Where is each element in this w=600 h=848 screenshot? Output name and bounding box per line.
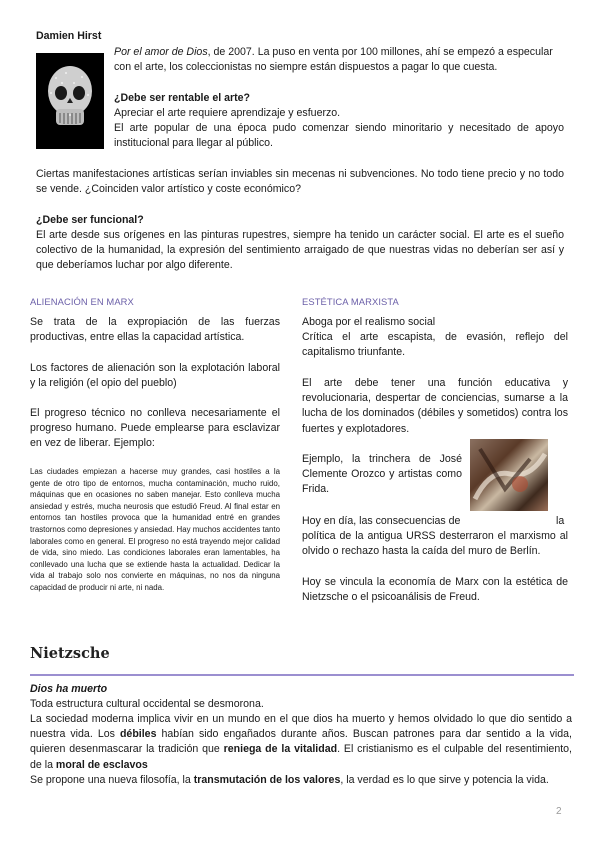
alienacion-example: Las ciudades empiezan a hacerse muy grandes, casi hostiles a la gente de otro tipo de entornos, mucha contaminación, mucho ruido, máquinas que en ocasiones no saben manejar. Esto conlleva mucha ansiedad y estrés, mucha neurosis que estudió Freud. Al final estar en entornos tan hostiles provoca que la humanidad entré en grandes trastornos como depresiones y ansiedad. Hay muchos accidentes tanto laborales como en general. El progreso no está trayendo mejor calidad de vida, sino miedo. Las condiciones laborales eran lamentables, ha conllevado una lucha que se extiende hasta la actualidad. Dedicar la vida al trabajo solo nos convierte en máquinas, no nos da ninguna capacidad de producir ni arte, ni nada. xyxy=(30,467,281,592)
funcional-paragraph: El arte desde sus orígenes en las pinturas rupestres, siempre ha tenido un carácter social. El arte es el sueño colectivo de la humanidad, la expresión del sentimiento arraigado de que nuestras vidas no deberían ser así y que deberíamos luchar por algo diferente. xyxy=(36,229,564,272)
orozco-mural-image xyxy=(470,439,548,511)
estetica-p5: Hoy se vincula la economía de Marx con la estética de Nietzsche o el psicoanálisis de Freud. xyxy=(302,576,568,604)
section-divider xyxy=(30,674,574,676)
estetica-p2: El arte debe tener una función educativa y revolucionaria, despertar de conciencias, sumarse a la lucha de los dominados (débiles y sometidos) contra los fuertes y explotadores. xyxy=(302,377,568,435)
mural-painting-icon xyxy=(470,439,548,511)
estetica-p4-c: política de la antigua URSS desterraron el marxismo al olvido o rechazo hasta la caída del muro de Berlín. xyxy=(302,530,568,558)
estetica-line-1: Aboga por el realismo social xyxy=(302,316,436,328)
nietzsche-text-l3a: Se propone una nueva filosofía, la xyxy=(30,774,194,786)
artwork-title: Por el amor de Dios xyxy=(114,46,208,58)
alienacion-p2: Los factores de alienación son la explotación laboral y la religión (el opio del pueblo) xyxy=(30,362,280,390)
artist-name: Damien Hirst xyxy=(36,30,102,42)
nietzsche-bold-moral: moral de esclavos xyxy=(55,758,148,771)
nietzsche-bold-vitalidad: reniega de la vitalidad xyxy=(223,743,338,756)
page-number: 2 xyxy=(556,806,562,817)
heading-estetica: ESTÉTICA MARXISTA xyxy=(302,296,399,307)
intro-text: , de 2007. La puso en venta por 100 millones, ahí se empezó a especular con el arte, los coleccionistas no siempre están dispuestos a pagar lo que cuesta. xyxy=(114,46,553,74)
estetica-p4-a: Hoy en día, las consecuencias de xyxy=(302,515,461,527)
intro-paragraph xyxy=(114,45,562,75)
skull-artwork-image xyxy=(36,53,104,149)
nietzsche-last-line xyxy=(30,773,572,788)
rentable-line-2: El arte popular de una época pudo comenzar siendo minoritario y necesitado de apoyo institucional para llegar al público. xyxy=(114,122,564,150)
diamond-skull-icon xyxy=(36,53,104,149)
nietzsche-bold-transmutacion: transmutación de los valores xyxy=(193,774,341,786)
nietzsche-text-l3c: , la verdad es lo que sirve y potencia la vida. xyxy=(340,774,549,786)
nietzsche-text-a: La sociedad moderna implica vivir en un mundo en el que dios ha muerto y hemos olvidado lo que dio sentido a nuestra vida. Los xyxy=(30,713,572,741)
nietzsche-line-1: Toda estructura cultural occidental se desmorona. xyxy=(30,698,264,710)
estetica-line-2: Crítica el arte escapista, de evasión, reflejo del capitalismo triunfante. xyxy=(302,331,568,359)
heading-alienacion: ALIENACIÓN EN MARX xyxy=(30,296,134,307)
nietzsche-paragraph xyxy=(30,712,572,773)
nietzsche-subtitle: Dios ha muerto xyxy=(30,683,108,695)
heading-nietzsche: Nietzsche xyxy=(30,645,110,662)
nietzsche-bold-debiles: débiles xyxy=(119,728,157,741)
question-rentable: ¿Debe ser rentable el arte? xyxy=(114,92,251,104)
nietzsche-text-e: . El cristianismo es el culpable del resentimiento, de la xyxy=(30,743,572,771)
question-funcional: ¿Debe ser funcional? xyxy=(36,214,144,226)
alienacion-p3: El progreso técnico no conlleva necesariamente el progreso humano. Puede emplearse para esclavizar en vez de liberar. Ejemplo: xyxy=(30,407,280,450)
patronage-paragraph: Ciertas manifestaciones artísticas serían inviables sin mecenas ni subvenciones. No todo tiene precio y no todo se vende. ¿Coinciden valor artístico y coste económico? xyxy=(36,168,564,196)
estetica-p4-b: la xyxy=(556,515,565,527)
nietzsche-text-c: habían sido engañados durante años. Buscan patrones para dar sentido a la vida, quieren desenmascarar la tradición que xyxy=(30,728,572,756)
estetica-p3: Ejemplo, la trinchera de José Clemente Orozco y artistas como Frida. xyxy=(302,453,462,496)
rentable-line-1: Apreciar el arte requiere aprendizaje y esfuerzo. xyxy=(114,107,341,119)
alienacion-p1: Se trata de la expropiación de las fuerzas productivas, entre ellas la capacidad artística. xyxy=(30,316,280,344)
